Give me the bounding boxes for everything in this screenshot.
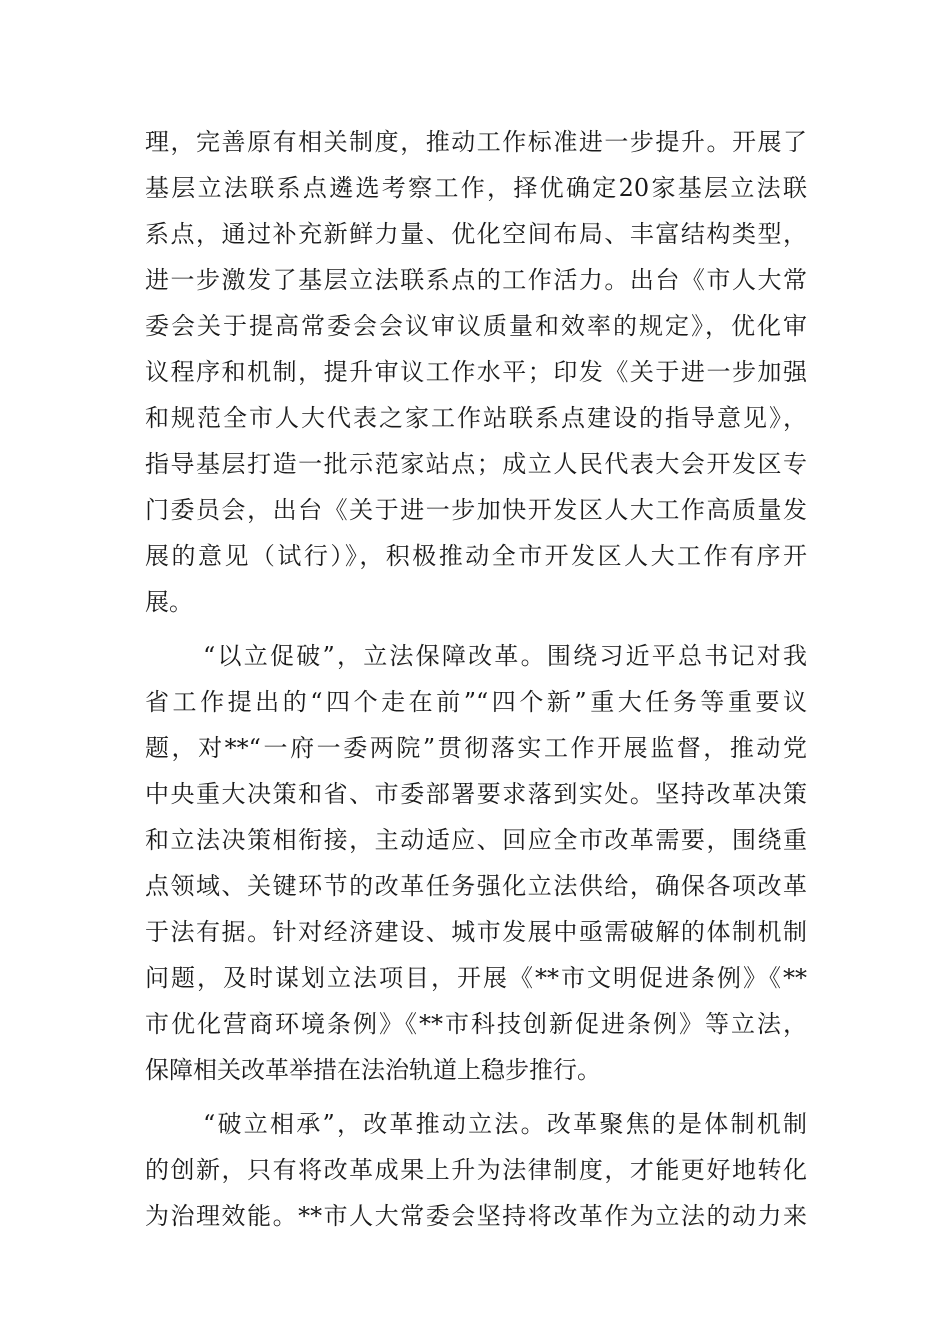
text-line: 省工作提出的“四个走在前”“四个新”重大任务等重要议 — [145, 688, 807, 716]
text-line: 议程序和机制，提升审议工作水平；印发《关于进一步加强 — [145, 358, 807, 386]
text-line: 问题，及时谋划立法项目，开展《**市文明促进条例》《** — [145, 964, 807, 992]
text-line: 中央重大决策和省、市委部署要求落到实处。坚持改革决策 — [145, 780, 807, 808]
text-line: 委会关于提高常委会会议审议质量和效率的规定》，优化审 — [145, 312, 807, 340]
paragraph-gap — [145, 625, 807, 633]
text-line: 基层立法联系点遴选考察工作，择优确定20家基层立法联 — [145, 174, 807, 202]
text-line: 系点，通过补充新鲜力量、优化空间布局、丰富结构类型， — [145, 220, 807, 248]
text-line: 和规范全市人大代表之家工作站联系点建设的指导意见》， — [145, 404, 807, 432]
text-line: 题，对**“一府一委两院”贯彻落实工作开展监督，推动党 — [145, 734, 807, 762]
text-line: 于法有据。针对经济建设、城市发展中亟需破解的体制机制 — [145, 918, 807, 946]
text-line: 进一步激发了基层立法联系点的工作活力。出台《市人大常 — [145, 266, 807, 294]
text-line: 的创新，只有将改革成果上升为法律制度，才能更好地转化 — [145, 1156, 807, 1184]
text-line: 展。 — [145, 588, 193, 616]
paragraph-gap — [145, 1093, 807, 1101]
document-body — [145, 119, 807, 1239]
text-line: 保障相关改革举措在法治轨道上稳步推行。 — [145, 1056, 601, 1084]
text-line: 市优化营商环境条例》《**市科技创新促进条例》等立法， — [145, 1010, 807, 1038]
paragraph-2 — [145, 633, 807, 1093]
paragraph-3 — [145, 1101, 807, 1239]
text-line: 门委员会，出台《关于进一步加快开发区人大工作高质量发 — [145, 496, 807, 524]
text-line: “破立相承”，改革推动立法。改革聚焦的是体制机制 — [203, 1110, 807, 1138]
text-line: 展的意见（试行）》，积极推动全市开发区人大工作有序开 — [145, 542, 807, 570]
text-line: 理，完善原有相关制度，推动工作标准进一步提升。开展了 — [145, 128, 807, 156]
text-line: 为治理效能。**市人大常委会坚持将改革作为立法的动力来 — [145, 1202, 807, 1230]
paragraph-1 — [145, 119, 807, 625]
text-line: 和立法决策相衔接，主动适应、回应全市改革需要，围绕重 — [145, 826, 807, 854]
text-line: 指导基层打造一批示范家站点；成立人民代表大会开发区专 — [145, 450, 807, 478]
text-line: 点领域、关键环节的改革任务强化立法供给，确保各项改革 — [145, 872, 807, 900]
text-line: “以立促破”，立法保障改革。围绕习近平总书记对我 — [203, 642, 807, 670]
